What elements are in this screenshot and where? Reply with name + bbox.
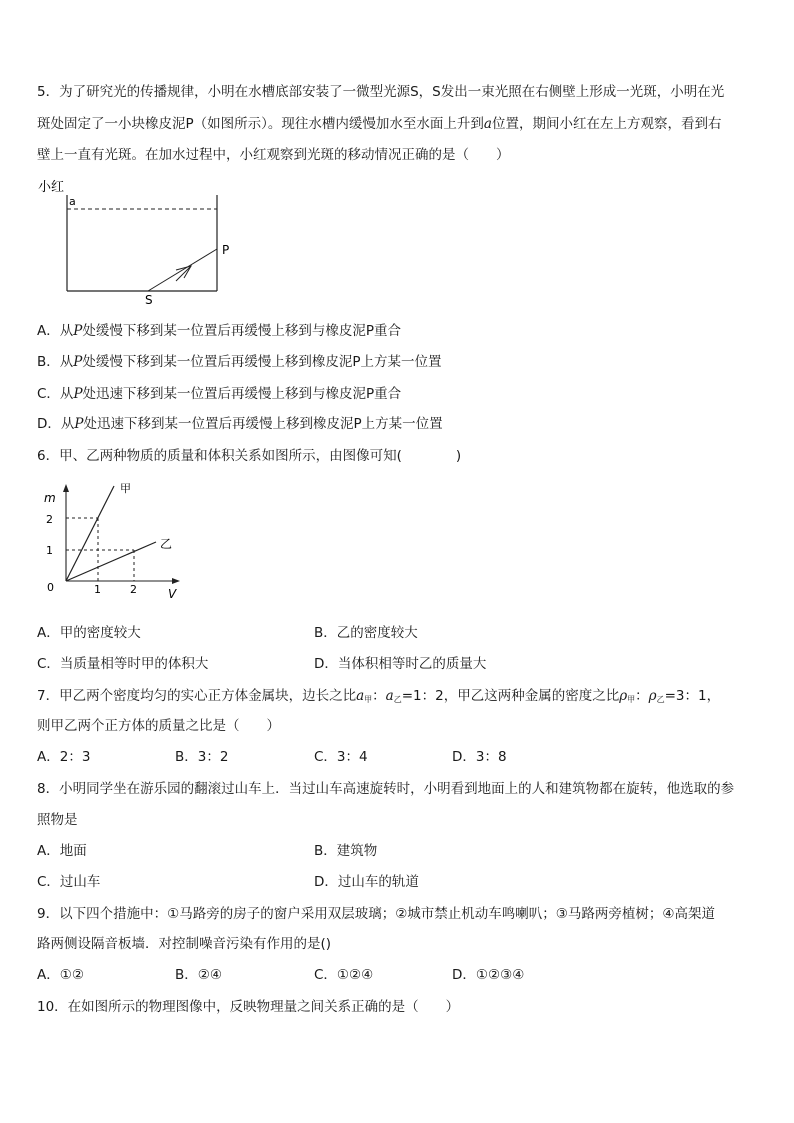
- q9-option-b: B．②④: [175, 967, 222, 983]
- q5-water-tank-figure: [36, 174, 246, 306]
- q5-option-a: A．从P处缓慢下移到某一位置后再缓慢上移到与橡皮泥P重合: [37, 323, 401, 339]
- q8-stem-line2: 照物是: [37, 812, 78, 828]
- q6-line-yi: [66, 542, 156, 581]
- q5-level-a-label: a: [69, 195, 76, 208]
- q8-option-c: C．过山车: [37, 874, 101, 890]
- q8-option-d: D．过山车的轨道: [314, 874, 419, 890]
- q5-option-c: C．从P处迅速下移到某一位置后再缓慢上移到与橡皮泥P重合: [37, 386, 402, 402]
- q6-option-a: A．甲的密度较大: [37, 625, 141, 641]
- q6-label-jia: 甲: [120, 482, 131, 495]
- q6-y-tick-1: 1: [46, 544, 53, 557]
- q6-label-yi: 乙: [160, 537, 173, 551]
- q6-x-axis-arrow-icon: [172, 578, 180, 584]
- q5-stem-line1: 5．为了研究光的传播规律，小明在水槽底部安装了一微型光源S，S发出一束光照在右侧壁上形成一光斑，小明在光: [37, 84, 725, 100]
- q6-option-d: D．当体积相等时乙的质量大: [314, 656, 487, 672]
- q6-x-tick-1: 1: [94, 583, 101, 596]
- q9-stem-line1: 9．以下四个措施中：①马路旁的房子的窗户采用双层玻璃；②城市禁止机动车鸣喇叭；③马路两旁植树；④高架道: [37, 906, 715, 922]
- q6-mass-volume-graph: [38, 478, 188, 603]
- q6-option-c: C．当质量相等时甲的体积大: [37, 656, 209, 672]
- q6-origin-label: 0: [47, 581, 54, 594]
- q7-option-b: B．3：2: [175, 749, 229, 765]
- q9-option-d: D．①②③④: [452, 967, 525, 983]
- q5-option-d: D．从P处迅速下移到某一位置后再缓慢上移到橡皮泥P上方某一位置: [37, 416, 443, 432]
- q8-stem-line1: 8．小明同学坐在游乐园的翻滚过山车上．当过山车高速旋转时，小明看到地面上的人和建筑物都在旋转，他选取的参: [37, 781, 735, 797]
- q5-light-ray: [148, 249, 217, 291]
- q6-line-jia: [66, 486, 114, 581]
- q6-x-axis-label: V: [168, 587, 177, 601]
- q5-source-s-label: S: [145, 293, 153, 306]
- q5-observer-label: 小红: [38, 180, 65, 195]
- q9-option-a: A．①②: [37, 967, 84, 983]
- q6-stem: 6．甲、乙两种物质的质量和体积关系如图所示，由图像可知( ): [37, 448, 462, 464]
- q5-stem-line2: 斑处固定了一小块橡皮泥P（如图所示）。现往水槽内缓慢加水至水面上升到a位置，期间小红在左上方观察，看到右: [37, 116, 722, 132]
- q6-y-axis-label: m: [44, 491, 56, 505]
- q6-y-tick-2: 2: [46, 513, 53, 526]
- q7-option-d: D．3：8: [452, 749, 507, 765]
- q7-stem-line2: 则甲乙两个正方体的质量之比是（ ）: [37, 718, 280, 734]
- q10-stem: 10．在如图所示的物理图像中，反映物理量之间关系正确的是（ ）: [37, 999, 460, 1015]
- q9-stem-line2: 路两侧设隔音板墙．对控制噪音污染有作用的是(): [37, 936, 332, 952]
- q8-option-a: A．地面: [37, 843, 87, 859]
- q5-option-b: B．从P处缓慢下移到某一位置后再缓慢上移到橡皮泥P上方某一位置: [37, 354, 442, 370]
- q5-spot-p-label: P: [222, 243, 230, 257]
- q6-option-b: B．乙的密度较大: [314, 625, 418, 641]
- q6-y-axis-arrow-icon: [63, 484, 69, 492]
- q6-x-tick-2: 2: [130, 583, 137, 596]
- q5-stem-line3: 壁上一直有光斑。在加水过程中，小红观察到光斑的移动情况正确的是（ ）: [37, 147, 510, 163]
- q7-option-c: C．3：4: [314, 749, 368, 765]
- q7-option-a: A．2：3: [37, 749, 91, 765]
- q7-stem-line1: 7．甲乙两个密度均匀的实心正方体金属块，边长之比$a_甲$：$a_乙=1$：2，甲乙这两种金属的密度之比$\rho_甲$：$\rho_乙=3$：1，: [37, 688, 721, 704]
- q9-option-c: C．①②④: [314, 967, 374, 983]
- q8-option-b: B．建筑物: [314, 843, 378, 859]
